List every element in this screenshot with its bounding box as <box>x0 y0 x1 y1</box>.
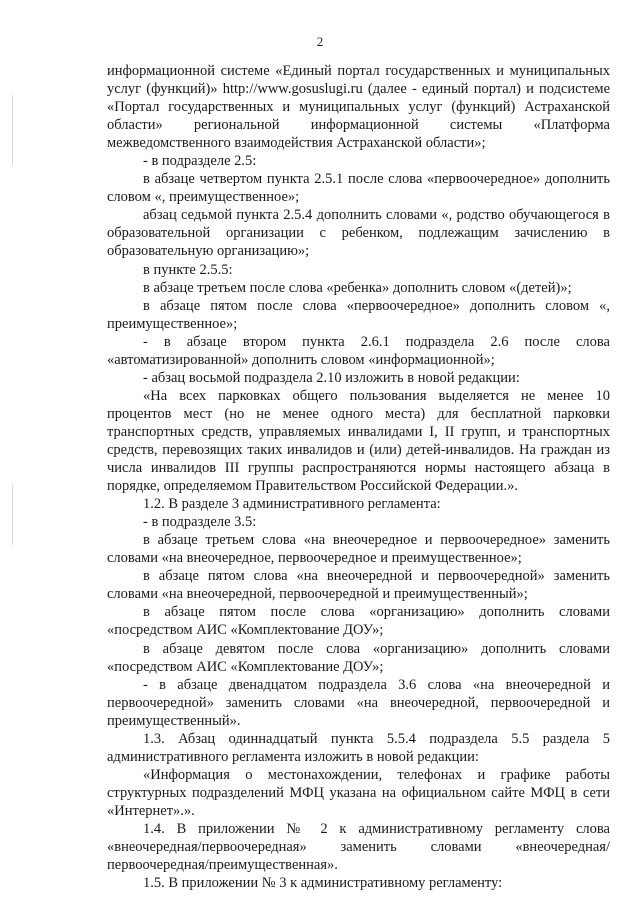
paragraph: в пункте 2.5.5: <box>143 261 233 278</box>
paragraph: в абзаце пятом слова «на внеочередной и первоочередной» заменить словами «на внеочередной, первоочередной и преимущественный»; <box>107 568 610 603</box>
paragraph: «Информация о местонахождении, телефонах и графике работы структурных подразделений МФЦ указана на официальном сайте МФЦ в сети «Интернет».». <box>107 766 610 819</box>
paragraph: 1.4. В приложении № 2 к административному регламенту слова «внеочередная/первоочередная» заменить словами «внеочередная/первоочередная/преимущественная». <box>107 820 610 874</box>
paragraph: в абзаце третьем после слова «ребенка» дополнить словом «(детей)»; <box>143 279 572 296</box>
paragraph: в абзаце пятом после слова «организацию» дополнить словами «посредством АИС «Комплектование ДОУ»; <box>107 604 610 639</box>
document-body <box>107 62 610 892</box>
paragraph: 1.2. В разделе 3 административного регламента: <box>143 496 441 513</box>
paragraph: - в абзаце втором пункта 2.6.1 подраздела 2.6 после слова «автоматизированной» дополнить словом «информационной»; <box>107 333 610 368</box>
paragraph: - абзац восьмой подраздела 2.10 изложить в новой редакции: <box>143 369 520 386</box>
paragraph: абзац седьмой пункта 2.5.4 дополнить словами «, родство обучающегося в образовательной организации с ребенком, подлежащим зачислению в образовательную организацию»; <box>107 207 610 260</box>
paragraph: - в абзаце двенадцатом подраздела 3.6 слова «на внеочередной и первоочередной» заменить словами «на внеочередной, первоочередной и преимущественный». <box>107 676 610 729</box>
paragraph: информационной системе «Единый портал государственных и муниципальных услуг (функций)» http://www.gosuslugi.ru (далее - единый портал) и подсистеме «Портал государственных и муниципальных услуг (функций) Астраханской области» региональной информационной системы «Платформа межведомственного взаимодействия Астраханской области»; <box>107 63 610 152</box>
scan-edge-mark-bottom <box>12 485 13 545</box>
paragraph: - в подразделе 3.5: <box>143 514 257 531</box>
paragraph: 1.5. В приложении № 3 к административному регламенту: <box>143 875 503 892</box>
paragraph: 1.3. Абзац одиннадцатый пункта 5.5.4 подраздела 5.5 раздела 5 административного регламента изложить в новой редакции: <box>107 730 610 765</box>
paragraph: «На всех парковках общего пользования выделяется не менее 10 процентов мест (но не менее одного места) для бесплатной парковки транспортных средств, управляемых инвалидами I, II групп, и транспортных средств, перевозящих таких инвалидов и (или) детей-инвалидов. На граждан из числа инвалидов III группы распространяются нормы настоящего абзаца в порядке, определяемом Правительством Российской Федерации.». <box>107 387 610 495</box>
paragraph: в абзаце девятом после слова «организацию» дополнить словами «посредством АИС «Комплектование ДОУ»; <box>107 640 610 675</box>
scan-edge-mark-top <box>12 95 13 165</box>
paragraph: - в подразделе 2.5: <box>143 153 257 170</box>
paragraph: в абзаце четвертом пункта 2.5.1 после слова «первоочередное» дополнить словом «, преимущественное»; <box>107 171 610 206</box>
page-number: 2 <box>316 34 324 49</box>
paragraph: в абзаце пятом после слова «первоочередное» дополнить словом «, преимущественное»; <box>107 297 610 332</box>
paragraph: в абзаце третьем слова «на внеочередное и первоочередное» заменить словами «на внеочередное, первоочередное и преимущественное»; <box>107 532 610 567</box>
